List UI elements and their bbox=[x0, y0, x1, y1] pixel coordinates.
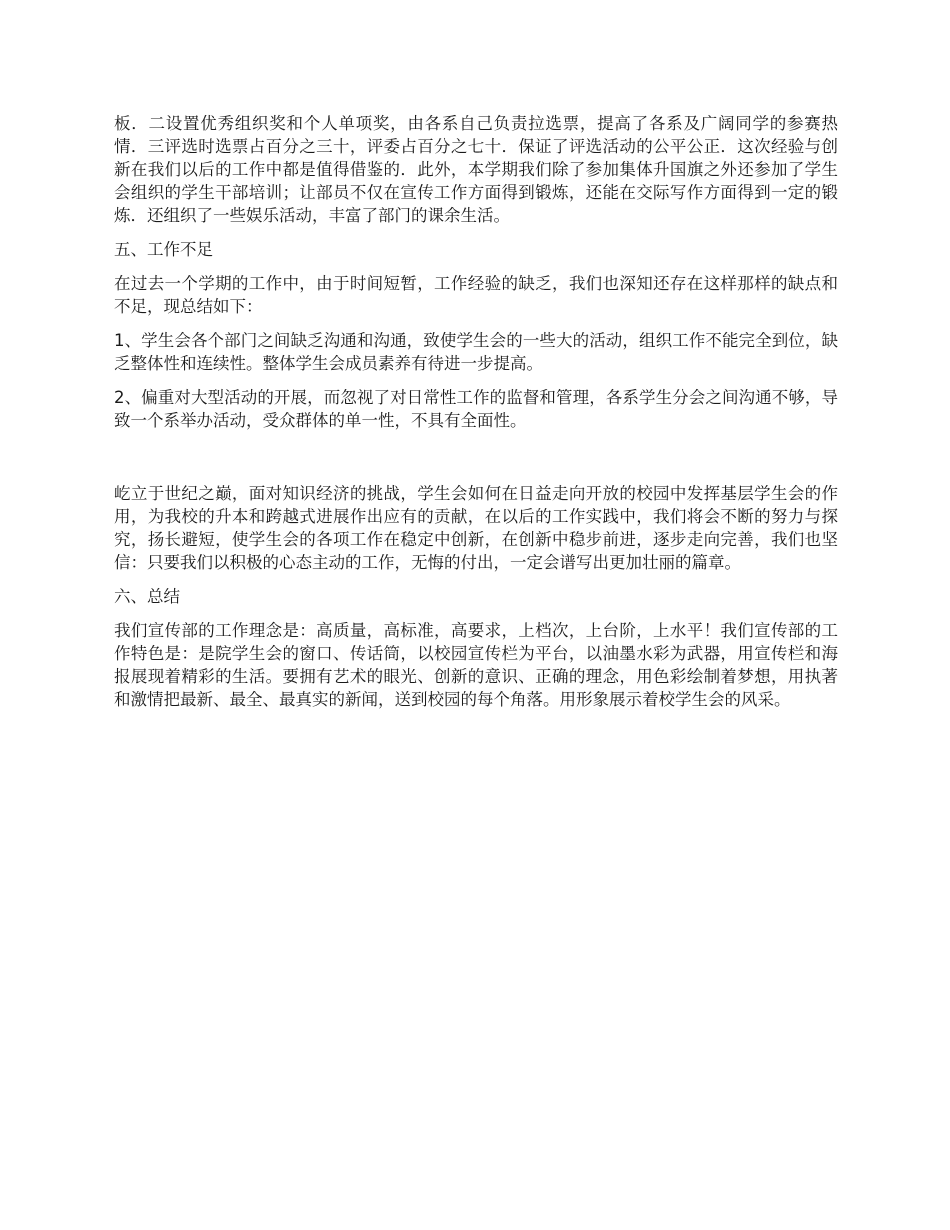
paragraph-summary: 我们宣传部的工作理念是：高质量，高标准，高要求，上档次，上台阶，上水平！我们宣传部的工作特色是：是院学生会的窗口、传话筒，以校园宣传栏为平台，以油墨水彩为武器，用宣传栏和海报展现着精彩的生活。要拥有艺术的眼光、创新的意识、正确的理念，用色彩绘制着梦想，用执著和激情把最新、最全、最真实的新闻，送到校园的每个角落。用形象展示着校学生会的风采。 bbox=[114, 621, 838, 709]
list-item-shortcoming-1: 1、学生会各个部门之间缺乏沟通和沟通，致使学生会的一些大的活动，组织工作不能完全到位，缺乏整体性和连续性。整体学生会成员素养有待进一步提高。 bbox=[114, 331, 838, 373]
paragraph-activities: 板．二设置优秀组织奖和个人单项奖，由各系自己负责拉选票，提高了各系及广阔同学的参赛热情．三评选时选票占百分之三十，评委占百分之七十．保证了评选活动的公平公正．这次经验与创新在我们以后的工作中都是值得借鉴的．此外，本学期我们除了参加集体升国旗之外还参加了学生会组织的学生干部培训；让部员不仅在宣传工作方面得到锻炼，还能在交际写作方面得到一定的锻炼．还组织了一些娱乐活动，丰富了部门的课余生活。 bbox=[114, 114, 838, 225]
paragraph-shortcomings-intro: 在过去一个学期的工作中，由于时间短暂，工作经验的缺乏，我们也深知还存在这样那样的缺点和不足，现总结如下： bbox=[114, 274, 838, 316]
document-page bbox=[114, 112, 838, 711]
paragraph-outlook: 屹立于世纪之巅，面对知识经济的挑战，学生会如何在日益走向开放的校园中发挥基层学生会的作用，为我校的升本和跨越式进展作出应有的贡献，在以后的工作实践中，我们将会不断的努力与探究，扬长避短，使学生会的各项工作在稳定中创新，在创新中稳步前进，逐步走向完善，我们也坚信：只要我们以积极的心态主动的工作，无悔的付出，一定会谱写出更加壮丽的篇章。 bbox=[114, 484, 838, 572]
list-item-shortcoming-2: 2、偏重对大型活动的开展，而忽视了对日常性工作的监督和管理，各系学生分会之间沟通不够，导致一个系举办活动，受众群体的单一性，不具有全面性。 bbox=[114, 388, 838, 430]
heading-summary: 六、总结 bbox=[114, 587, 180, 606]
heading-shortcomings: 五、工作不足 bbox=[114, 240, 213, 259]
